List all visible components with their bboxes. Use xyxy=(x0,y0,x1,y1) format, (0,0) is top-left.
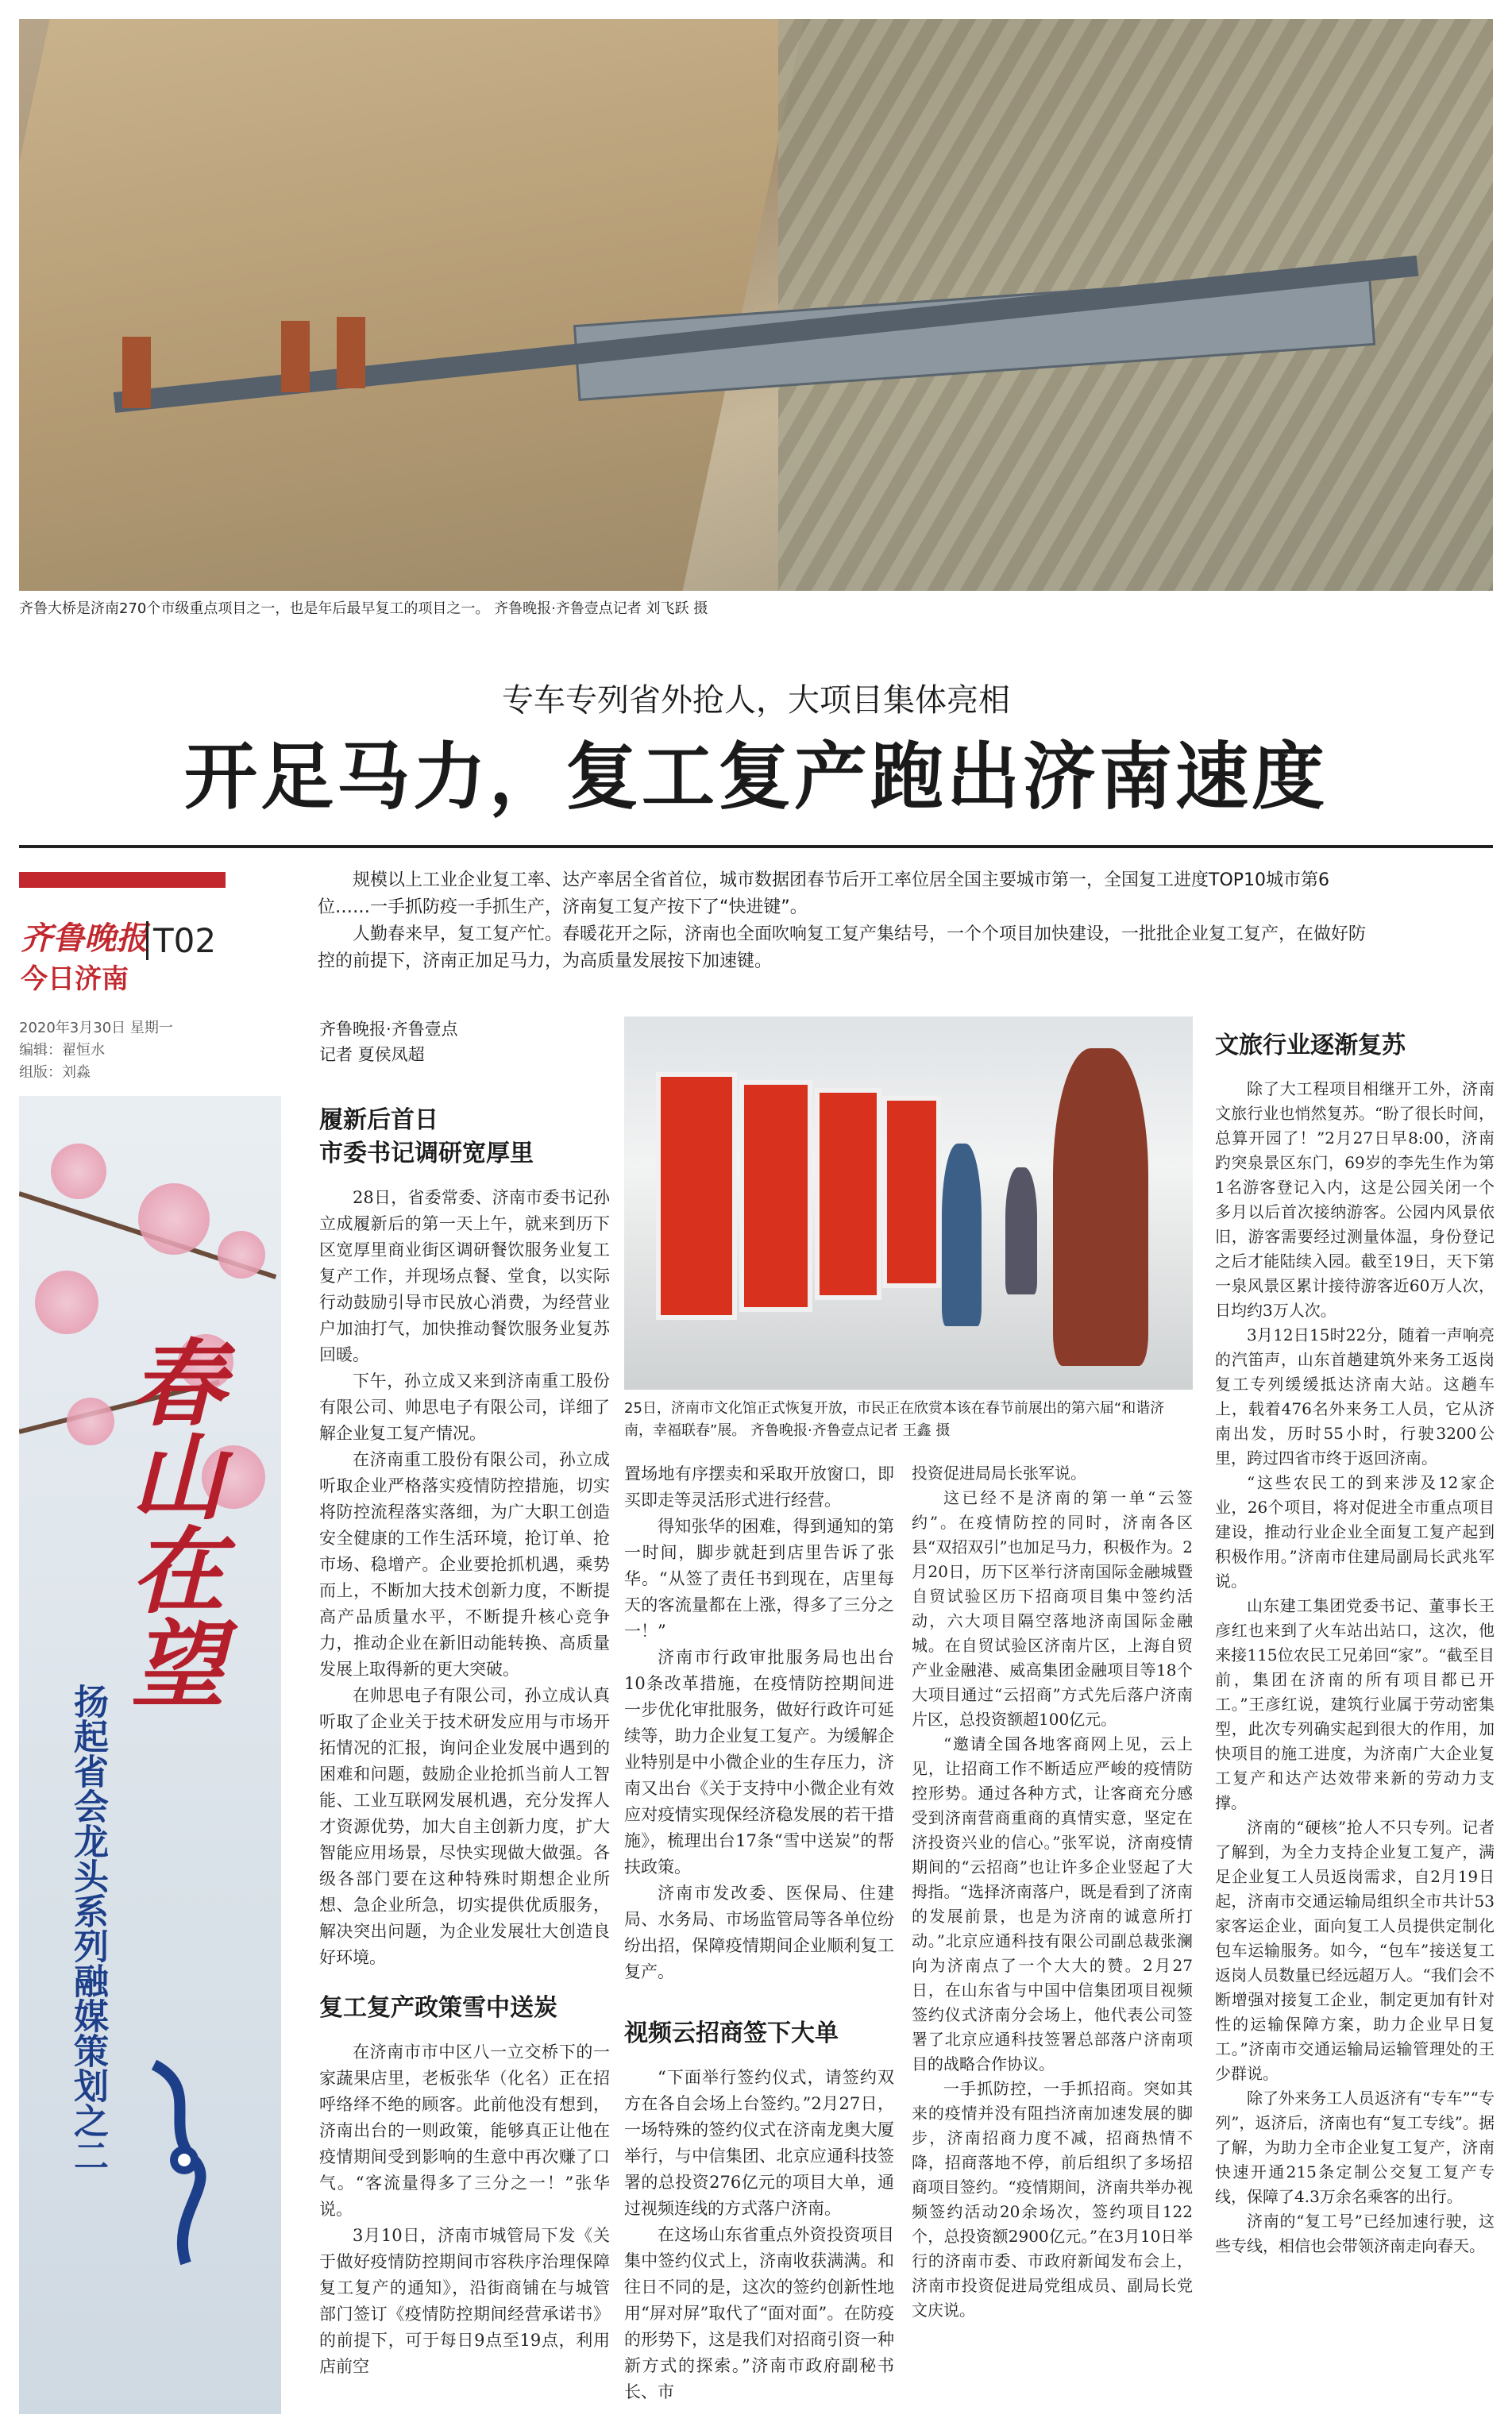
issue-date: 2020年3月30日 星期一 xyxy=(19,1020,173,1036)
blossom xyxy=(35,1271,98,1334)
paragraph: 得知张华的困难，得到通知的第一时间，脚步就赶到店里告诉了张华。“从签了责任书到现在，店里每天的客流量都在上涨，得多了三分之一！” xyxy=(624,1517,894,1641)
byline-reporter: 记者 夏侯凤超 xyxy=(319,1045,425,1064)
bridge-pier xyxy=(281,321,310,392)
calligraphy-panel xyxy=(882,1096,941,1288)
paragraph: 在帅思电子有限公司，孙立成认真听取了企业关于技术研发应用与市场开拓情况的汇报，询问企业发展中遇到的困难和问题，鼓励企业抢抓当前人工智能、工业互联网发展机遇，充分发挥人才资源优势，加大自主创新力度，扩大智能应用场景，尽快实现做大做强。各级各部门要在这种特殊时期想企业所想、急企业所急，切实提供优质服务，解决突出问题，为企业发展壮大创造良好环境。 xyxy=(319,1686,610,1967)
subtitle: 专车专列省外抢人，大项目集体亮相 xyxy=(502,682,1010,719)
paragraph: 置场地有序摆卖和采取开放窗口，即买即走等灵活形式进行经营。 xyxy=(624,1464,894,1510)
bridge-pier xyxy=(122,337,151,408)
paragraph: 下午，孙立成又来到济南重工股份有限公司、帅思电子有限公司，详细了解企业复工复产情况。 xyxy=(319,1371,610,1443)
paragraph: 28日，省委常委、济南市委书记孙立成履新后的第一天上午，就来到历下区宽厚里商业街区调研餐饮服务业复工复产工作，并现场点餐、堂食，以实际行动鼓励引导市民放心消费，为经营业户加油打气，加快推动餐饮服务业复苏回暖。 xyxy=(319,1188,610,1364)
col1 xyxy=(319,1104,610,2380)
section-heading: 文旅行业逐渐复苏 xyxy=(1215,1032,1406,1059)
page-title: 开足马力，复工复产跑出济南速度 xyxy=(183,735,1328,820)
calligraphy-panel xyxy=(656,1072,737,1320)
paragraph: 3月12日15时22分，随着一声响亮的汽笛声，山东首趟建筑外来务工返岗复工专列缓缓抵达济南大站。这趟车上，载着476名外来务工人员，它从济南出发，历时55小时，行驶3200公里，跨过四省市终于返回济南。 xyxy=(1215,1325,1495,1468)
paragraph: “邀请全国各地客商网上见，云上见，让招商工作不断适应严峻的疫情防控形势。通过各种方式，让客商充分感受到济南营商重商的真情实意，坚定在济投资兴业的信心。”张军说，济南疫情期间的“云招商”也让许多企业竖起了大拇指。“选择济南落户，既是看到了济南的发展前景，也是为济南的诚意所打动。”北京应通科技有限公司副总裁张澜向为济南点了一个大大的赞。2月27日，在山东省与中国中信集团项目视频签约仪式济南分会场上，他代表公司签署了北京应通科技签署总部落户济南项目的战略合作协议。 xyxy=(912,1734,1193,2073)
col2 xyxy=(624,1461,894,1985)
col3-body xyxy=(624,2065,894,2405)
lead-paragraph xyxy=(318,867,1374,975)
blossom xyxy=(138,1183,210,1255)
blossom xyxy=(67,1398,114,1445)
visitor xyxy=(1005,1167,1037,1294)
col1-body xyxy=(319,1185,610,1971)
paragraph: 在这场山东省重点外资投资项目集中签约仪式上，济南收获满满。和往日不同的是，这次的签约创新性地用“屏对屏”取代了“面对面”。在防疫的形势下，这是我们对招商引资一种新方式的探索。”济南市政府副秘书长、市 xyxy=(624,2225,894,2401)
col4-body xyxy=(912,1461,1193,2323)
col4 xyxy=(912,1461,1193,2323)
campaign-title: 春山在望 xyxy=(115,1334,226,1709)
visitor xyxy=(1053,1048,1148,1366)
visitor xyxy=(942,1144,982,1326)
calligraphy-panel xyxy=(815,1088,881,1300)
col1-body2 xyxy=(319,2039,610,2380)
col5 xyxy=(1215,1029,1495,2258)
blossom xyxy=(218,1231,265,1279)
col2-body xyxy=(624,1461,894,1985)
paragraph: 一手抓防控，一手抓招商。突如其来的疫情并没有阻挡济南加速发展的脚步，济南招商力度不减，招商热情不降，招商落地不停，前后组织了多场招商项目签约。“疫情期间，济南共举办视频签约活动20余场次，签约项目122个，总投资额2900亿元。”在3月10日举行的济南市委、市政府新闻发布会上，济南市投资促进局党组成员、副局长党文庆说。 xyxy=(912,2079,1193,2320)
campaign-art xyxy=(19,1096,281,2414)
layout-editor: 组版：刘淼 xyxy=(19,1064,91,1081)
paragraph: 3月10日，济南市城管局下发《关于做好疫情防控期间市容秩序治理保障复工复产的通知》，沿街商铺在与城管部门签订《疫情防控期间经营承诺书》的前提下，可于每日9点至19点，利用店前空 xyxy=(319,2226,610,2376)
section-heading: 视频云招商签下大单 xyxy=(624,2019,839,2047)
paragraph: 济南市发改委、医保局、住建局、水务局、市场监管局等各单位纷纷出招，保障疫情期间企业顺利复工复产。 xyxy=(624,1884,894,1981)
spring-logo-icon xyxy=(138,2033,226,2271)
page-number: T02 xyxy=(146,921,216,960)
top-photo-bridge xyxy=(19,19,1493,591)
paragraph: 济南的“硬核”抢人不只专列。记者了解到，为全力支持企业复工复产，满足企业复工人员返岗需求，自2月19日起，济南市交通运输局组织全市共计53家客运企业，面向复工人员提供定制化包车运输服务。如今，“包车”接送复工返岗人员数量已经远超万人。“我们会不断增强对接复工企业，制定更加有针对性的运输保障方案，助力企业早日复工。”济南市交通运输局运输管理处的王少群说。 xyxy=(1215,1818,1495,2083)
byline xyxy=(319,1016,458,1067)
river xyxy=(19,19,808,591)
section-heading: 履新后首日 市委书记调研宽厚里 xyxy=(319,1106,534,1167)
paragraph: “这些农民工的到来涉及12家企业，26个项目，将对促进全市重点项目建设，推动行业企业全面复工复产起到积极作用。”济南市住建局副局长武兆军说。 xyxy=(1215,1473,1495,1591)
brand-bar xyxy=(19,872,226,888)
paragraph: “下面举行签约仪式，请签约双方在各自会场上台签约。”2月27日，一场特殊的签约仪式在济南龙奥大厦举行，与中信集团、北京应通科技签署的总投资276亿元的项目大单，通过视频连线的方式落户济南。 xyxy=(624,2068,894,2218)
col5-body xyxy=(1215,1077,1495,2258)
top-photo-caption: 齐鲁大桥是济南270个市级重点项目之一，也是年后最早复工的项目之一。 齐鲁晚报·齐鲁壹点记者 刘飞跃 摄 xyxy=(19,600,708,617)
campaign-subtitle: 扬起省会龙头系列融媒策划之二 xyxy=(68,1684,108,2173)
lead-p2: 人勤春来早，复工复产忙。春暖花开之际，济南也全面吹响复工复产集结号，一个个项目加快建设，一批批企业复工复产，在做好防控的前提下，济南正加足马力，为高质量发展按下加速键。 xyxy=(318,924,1367,971)
mid-photo-caption: 25日，济南市文化馆正式恢复开放，市民正在欣赏本该在春节前展出的第六届“和谐济南，幸福联春”展。 齐鲁晚报·齐鲁壹点记者 王鑫 摄 xyxy=(624,1400,1165,1439)
paragraph: 除了外来务工人员返济有“专车”“专列”，返济后，济南也有“复工专线”。据了解，为助力全市企业复工复产，济南快速开通215条定制公交复工复产专线，保障了4.3万余名乘客的出行。 xyxy=(1215,2089,1495,2206)
col3 xyxy=(624,2017,894,2405)
paragraph: 投资促进局局长张军说。 xyxy=(912,1464,1086,1483)
paragraph: 除了大工程项目相继开工外，济南文旅行业也悄然复苏。“盼了很长时间，总算开园了！”2月27日早8:00，济南趵突泉景区东门，69岁的李先生作为第1名游客登记入内，这是公园关闭一个多月以后首次接纳游客。公园内风景依旧，游客需要经过测量体温，身份登记之后才能陆续入园。截至19日，天下第一泉风景区累计接待游客近60万人次，日均约3万人次。 xyxy=(1215,1079,1495,1320)
section-name: 今日济南 xyxy=(21,963,129,995)
bridge-pier xyxy=(337,317,365,388)
paragraph: 济南市行政审批服务局也出台10条改革措施，在疫情防控期间进一步优化审批服务，做好行政许可延续等，助力企业复工复产。为缓解企业特别是中小微企业的生存压力，济南又出台《关于支持中小微企业有效应对疫情实现保经济稳发展的若干措施》，梳理出台17条“雪中送炭”的帮扶政策。 xyxy=(624,1648,894,1877)
byline-outlet: 齐鲁晚报·齐鲁壹点 xyxy=(319,1020,458,1039)
editor: 编辑：翟恒水 xyxy=(19,1042,105,1059)
lead-p1: 规模以上工业企业复工率、达产率居全省首位，城市数据团春节后开工率位居全国主要城市第一，全国复工进度TOP10城市第6位……一手抓防疫一手抓生产，济南复工复产按下了“快进键”。 xyxy=(318,870,1330,917)
paragraph: 济南的“复工号”已经加速行驶，这些专线，相信也会带领济南走向春天。 xyxy=(1215,2212,1495,2255)
paragraph: 在济南市市中区八一立交桥下的一家蔬果店里，老板张华（化名）正在招呼络绎不绝的顾客。此前他没有想到，济南出台的一则政策，能够真正让他在疫情期间受到影响的生意中再次赚了口气。“客流量得多了三分之一！”张华说。 xyxy=(319,2042,610,2219)
section-heading: 复工复产政策雪中送炭 xyxy=(319,1994,557,2022)
divider xyxy=(19,845,1493,848)
blossom xyxy=(51,1144,106,1199)
paragraph: 这已经不是济南的第一单“云签约”。在疫情防控的同时，济南各区县“双招双引”也加足马力，积极作为。2月20日，历下区举行济南国际金融城暨自贸试验区历下招商项目集中签约活动，六大项目隔空落地济南国际金融城。在自贸试验区济南片区，上海自贸产业金融港、威高集团金融项目等18个大项目通过“云招商”方式先后落户济南片区，总投资额超100亿元。 xyxy=(912,1488,1193,1729)
paragraph: 山东建工集团党委书记、董事长王彦红也来到了火车站出站口，这次，他来接115位农民工兄弟回“家”。“截至目前，集团在济南的所有项目都已开工。”王彦红说，建筑行业属于劳动密集型，此次专列确实起到很大的作用，加快项目的施工进度，为济南广大企业复工复产和达产达效带来新的劳动力支撑。 xyxy=(1215,1596,1495,1812)
mid-photo-exhibition xyxy=(624,1016,1193,1390)
brand-logo: 齐鲁晚报 xyxy=(21,920,148,957)
calligraphy-panel xyxy=(739,1080,812,1312)
paragraph: 在济南重工股份有限公司，孙立成听取企业严格落实疫情防控措施，切实将防控流程落实落细，为广大职工创造安全健康的工作生活环境，抢订单、抢市场、稳增产。企业要抢抓机遇，乘势而上，不断加大技术创新力度，不断提高产品质量水平，不断提升核心竞争力，推动企业在新旧动能转换、高质量发展上取得新的更大突破。 xyxy=(319,1450,610,1679)
